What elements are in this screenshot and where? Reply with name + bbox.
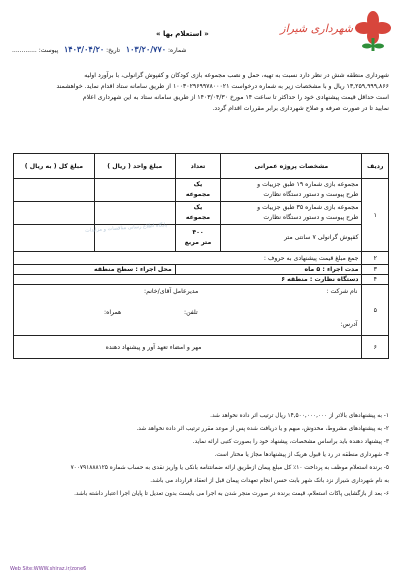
- intro-line: نمایید تا در صورت صرفه و صلاح شهرداری برابر مقررات اقدام گردد.: [212, 105, 389, 112]
- manager-label: مدیرعامل آقای/خانم:: [144, 288, 199, 295]
- item-spec-line: طرح پیوست و دستور دستگاه نظارت: [263, 191, 359, 198]
- row-number: ۱: [362, 179, 389, 252]
- execution-location: محل اجراء : سطح منطقه: [14, 265, 176, 275]
- note-item: ۳- پیشنهاد دهنده باید براساس مشخصات، پیشنهاد خود را بصورت کتبی ارائه نماید.: [192, 439, 389, 445]
- letter-header: [6, 8, 395, 60]
- item-qty: [175, 225, 221, 252]
- supervisor: دستگاه نظارت : منطقه ۶: [14, 275, 362, 285]
- attachment-label: پیوست:: [38, 47, 59, 54]
- address-label: آدرس:: [340, 321, 358, 328]
- document-title: « استعلام بها »: [156, 30, 209, 38]
- item-spec: [221, 225, 362, 252]
- item-spec: [221, 179, 362, 202]
- bidder-info: [14, 285, 362, 336]
- item-qty-unit: مجموعه: [185, 191, 211, 198]
- notes-list: [14, 410, 389, 501]
- row-number: ۴: [362, 275, 389, 285]
- table-header-row: [14, 154, 389, 179]
- header-unit-price: مبلغ واحد ( ریال ): [94, 154, 175, 179]
- flower-emblem-icon: [355, 10, 391, 52]
- row-number: ۶: [362, 336, 389, 359]
- number-value: ۱۰۳/۲۰/۷۷۰: [125, 44, 167, 54]
- table-row: [14, 202, 389, 225]
- note-item: ۴- شهرداری منطقه در رد یا قبول هریک از پیشنهادها مجاز یا مختار است.: [214, 452, 389, 458]
- header-total-price: مبلغ کل ( به ریال ): [14, 154, 95, 179]
- number-label: شماره:: [167, 47, 187, 54]
- row-number: ۲: [362, 252, 389, 265]
- item-total-price: [14, 202, 95, 225]
- table-row: [14, 275, 389, 285]
- watermark-stamp: پایگاه اطلاع رسانی مناقصات و مزایدات: [84, 222, 168, 234]
- header-qty: تعداد: [175, 154, 221, 179]
- item-unit-price: [94, 179, 175, 202]
- shiraz-municipality-logo: [251, 8, 391, 58]
- intro-paragraph: [14, 70, 389, 114]
- intro-line: ۱۳,۲۵۹,۹۹۹,۸۶۶ ریال و با مشخصات زیر به شماره درخواست ۱۰۰۳۰۲۹۶۹۹۷۸۰۰۰۲۱ از طریق سامانه ستاد اقدام نماید. خواهشمند: [56, 83, 389, 90]
- item-qty-unit: متر مربع: [184, 239, 212, 246]
- table-row: [14, 252, 389, 265]
- reference-line: [12, 44, 186, 54]
- total-in-words: جمع مبلغ قیمت پیشنهادی به حروف :: [14, 252, 362, 265]
- table-row: [14, 336, 389, 359]
- row-number: ۳: [362, 265, 389, 275]
- item-qty: [175, 179, 221, 202]
- company-name-label: نام شرکت :: [326, 288, 358, 295]
- header-spec: مشخصات پروژه عمرانی: [221, 154, 362, 179]
- signature-box: مهر و امضاء تعهد آور و پیشنهاد دهنده: [14, 336, 362, 359]
- note-item: ۵- برنده استعلام موظف به پرداخت ۱۰٪ کل مبلغ پیمان ازطریق ارائه ضمانتنامه بانکی یا واریز نقدی به حساب شماره ۷۰۰۷۹۱۸۸۸۱۲۵: [70, 465, 389, 471]
- item-unit-price: [94, 202, 175, 225]
- item-spec-line: مجموعه بازی شماره ۱۹ طبق جزییات و: [257, 181, 359, 188]
- item-spec-line: مجموعه بازی شماره ۳۵ طبق جزییات و: [257, 204, 359, 211]
- execution-duration: مدت اجراء : ۵ ماه: [175, 265, 362, 275]
- date-label: تاریخ:: [106, 47, 121, 54]
- table-row: [14, 179, 389, 202]
- table-row: [14, 285, 389, 336]
- table-row: [14, 225, 389, 252]
- table-row: [14, 265, 389, 275]
- intro-line: است حداقل قیمت پیشنهادی خود را حداکثر تا ساعت ۱۴ مورخ ۱۴۰۳/۰۴/۳۰ از طریق سامانه ستاد به این شهرداری اعلام: [82, 94, 389, 101]
- date-value: ۱۴۰۳/۰۴/۲۰: [63, 44, 105, 54]
- item-total-price: [14, 225, 95, 252]
- item-qty-value: یک: [193, 181, 203, 188]
- note-item: ۱- به پیشنهادهای بالاتر از ۱۴,۵۰۰,۰۰۰,۰۰۰ ریال ترتیب اثر داده نخواهد شد.: [210, 413, 389, 419]
- item-spec-line: کفپوش گرانولی ۷ سانتی متر: [284, 234, 359, 241]
- item-qty-unit: مجموعه: [185, 214, 211, 221]
- intro-line: شهرداری منطقه شش در نظر دارد نسبت به تهیه، حمل و نصب مجموعه بازی کودکان و کفپوش گرانولی، با برآورد اولیه: [84, 72, 389, 79]
- item-qty: [175, 202, 221, 225]
- attachment-value: .............: [12, 47, 37, 54]
- logo-wordmark: شهرداری شیراز: [280, 22, 353, 35]
- items-table: [13, 153, 389, 359]
- note-item: به نام شهرداری شیراز نزد بانک شهر بابت حسن انجام تعهدات پیمان قبل از انعقاد قرارداد می باشد.: [150, 478, 389, 484]
- item-total-price: [14, 179, 95, 202]
- website-footer: Web Site:WWW.shiraz.ir/zone6: [10, 566, 87, 572]
- phone-label: تلفن:: [184, 309, 198, 316]
- note-item: ۶- بعد از بازگشایی پاکات استعلام، قیمت برنده در صورت منجر شدن به اجرا می بایست بدون تعدیل تا پایان اجرا اعتبار داشته باشد.: [74, 491, 389, 497]
- item-qty-value: یک: [193, 204, 203, 211]
- mobile-label: همراه:: [104, 309, 122, 316]
- header-row-no: ردیف: [362, 154, 389, 179]
- item-qty-value: ۴۰۰: [192, 229, 204, 236]
- item-spec: [221, 202, 362, 225]
- row-number: ۵: [362, 285, 389, 336]
- item-spec-line: طرح پیوست و دستور دستگاه نظارت: [263, 214, 359, 221]
- note-item: ۲- به پیشنهادهای مشروط، مخدوش، مبهم و یا دریافت شده پس از موعد مقرر ترتیب اثر داده نخواهد شد.: [136, 426, 389, 432]
